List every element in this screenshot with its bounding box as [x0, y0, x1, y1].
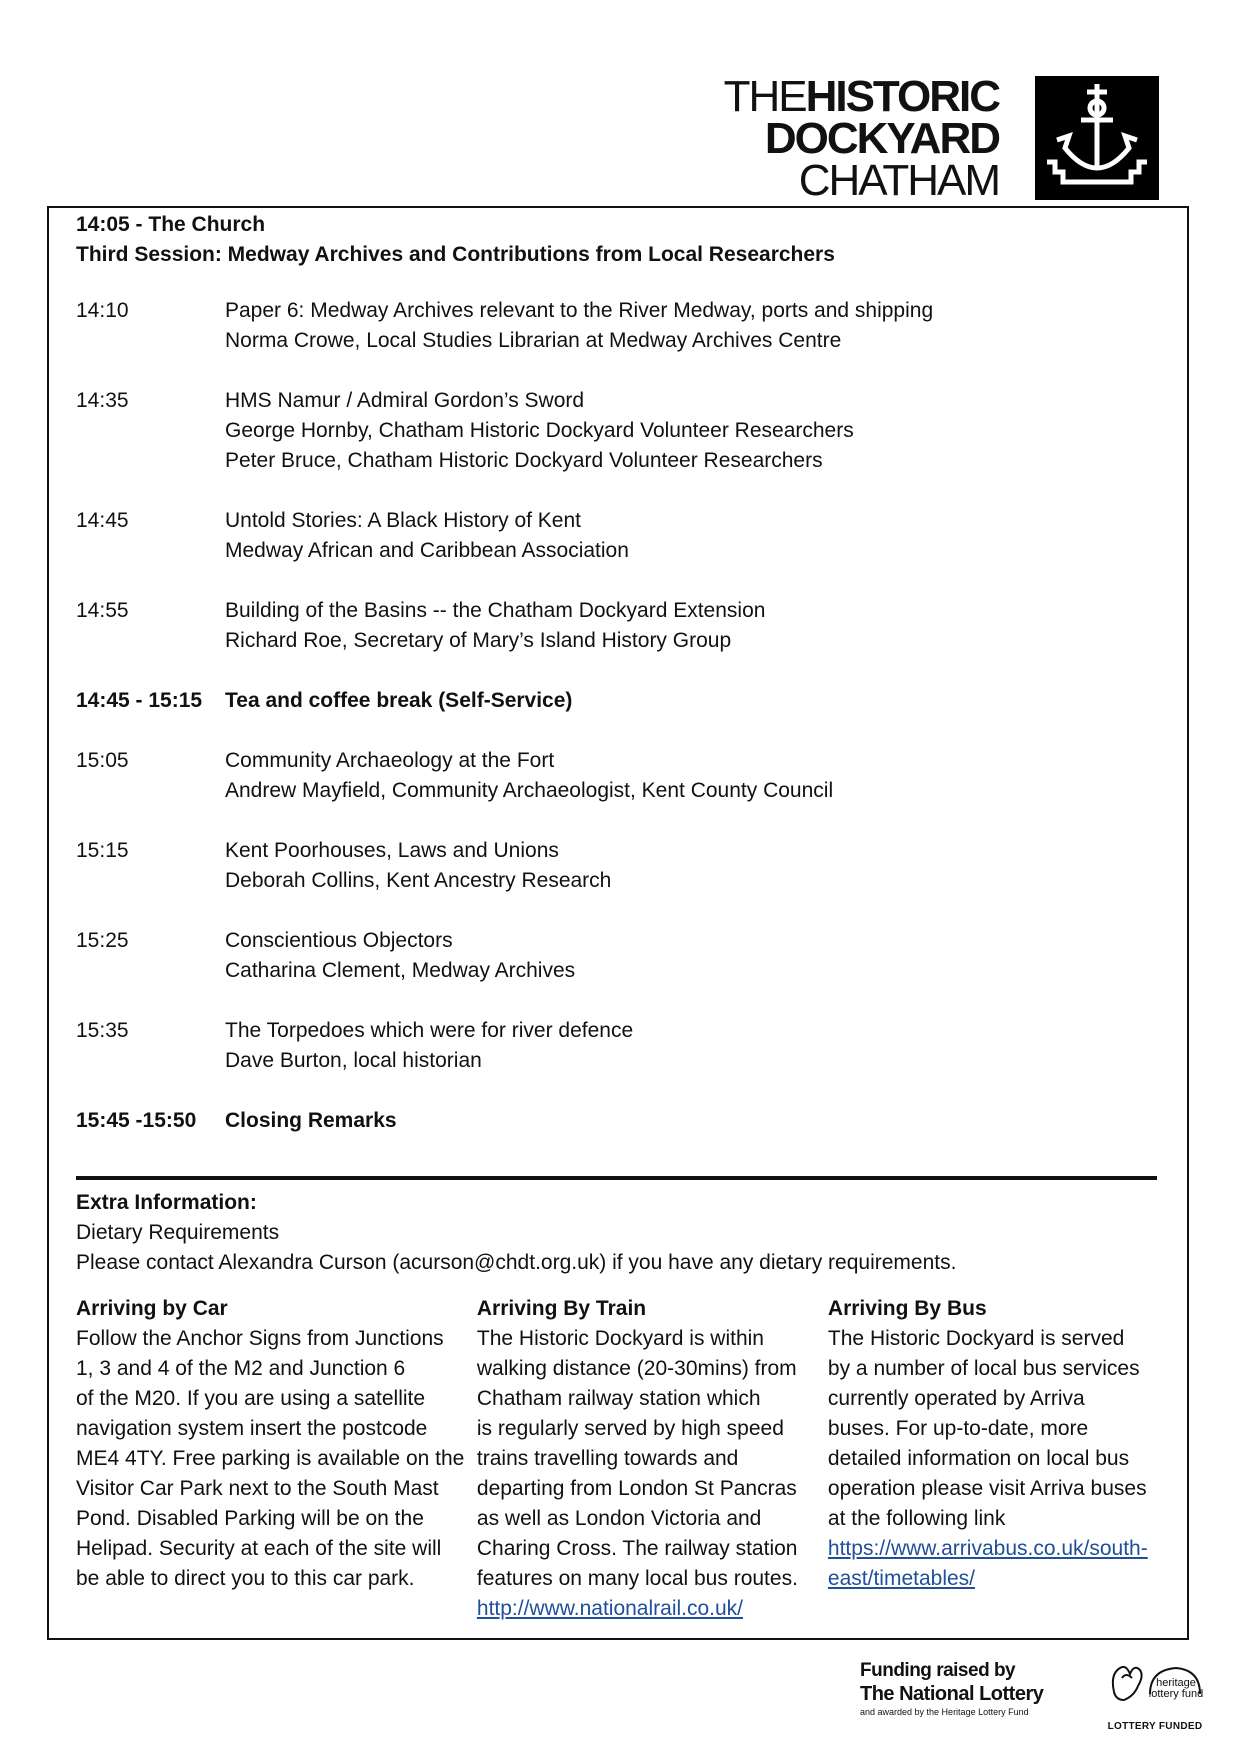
session-header — [76, 210, 835, 270]
programme-box — [47, 206, 1189, 1640]
car-text-line: Visitor Car Park next to the South Mast — [76, 1477, 439, 1500]
agenda-line: Conscientious Objectors — [225, 929, 453, 952]
arriva-link-line-2: east/timetables/ — [827, 1567, 975, 1590]
agenda-description — [225, 836, 1157, 896]
agenda-time: 14:45 - 15:15 — [76, 689, 203, 712]
agenda-line: Peter Bruce, Chatham Historic Dockyard Volunteer Researchers — [225, 449, 823, 472]
bus-text-line: by a number of local bus services — [827, 1357, 1140, 1380]
train-text-line: walking distance (20-30mins) from — [476, 1357, 797, 1380]
agenda-item — [76, 926, 1157, 986]
train-text-line: The Historic Dockyard is within — [476, 1327, 764, 1350]
agenda-line: Dave Burton, local historian — [225, 1049, 482, 1072]
agenda-item — [76, 746, 1157, 806]
agenda-line: Catharina Clement, Medway Archives — [225, 959, 576, 982]
svg-text:lottery fund: lottery fund — [1148, 1688, 1204, 1700]
arriving-by-train — [477, 1294, 828, 1624]
agenda-line: Kent Poorhouses, Laws and Unions — [225, 839, 559, 862]
agenda-item — [76, 836, 1157, 896]
bus-text-line: detailed information on local bus — [827, 1447, 1130, 1470]
agenda-item — [76, 596, 1157, 656]
historic-dockyard-logo — [723, 72, 1159, 205]
national-lottery-logo — [860, 1660, 1080, 1718]
agenda-item — [76, 296, 1157, 356]
agenda-description — [225, 1016, 1157, 1076]
arriva-bus-link[interactable] — [828, 1537, 1148, 1590]
car-text-line: of the M20. If you are using a satellite — [76, 1387, 426, 1410]
agenda-time: 14:55 — [76, 599, 129, 622]
bus-text-line: The Historic Dockyard is served — [827, 1327, 1125, 1350]
agenda-line: Deborah Collins, Kent Ancestry Research — [225, 869, 612, 892]
dietary-text: Please contact Alexandra Curson (acurson@chdt.org.uk) if you have any dietary requirements. — [76, 1251, 957, 1274]
car-text-line: Helipad. Security at each of the site will — [76, 1537, 442, 1560]
agenda-description — [225, 386, 1157, 476]
lottery-funded-caption: LOTTERY FUNDED — [1107, 1721, 1203, 1732]
session-time-title: 14:05 - The Church — [76, 213, 266, 236]
agenda-line: Medway African and Caribbean Association — [225, 539, 629, 562]
agenda-item — [76, 686, 1157, 716]
car-text-line: Follow the Anchor Signs from Junctions — [76, 1327, 444, 1350]
agenda-description — [225, 746, 1157, 806]
extra-heading: Extra Information: — [76, 1191, 257, 1214]
train-text-line: departing from London St Pancras — [476, 1477, 797, 1500]
agenda-item — [76, 1016, 1157, 1076]
logo-the: THE — [723, 72, 806, 121]
train-text-line: Chatham railway station which — [476, 1387, 761, 1410]
train-text-line: trains travelling towards and — [476, 1447, 739, 1470]
dietary-subheading: Dietary Requirements — [76, 1221, 280, 1244]
arriva-link-line-1: https://www.arrivabus.co.uk/south- — [827, 1537, 1148, 1560]
agenda-description — [225, 596, 1157, 656]
agenda-line: Tea and coffee break (Self-Service) — [225, 689, 573, 712]
bus-text-line: at the following link — [827, 1507, 1006, 1530]
agenda-line: Paper 6: Medway Archives relevant to the River Medway, ports and shipping — [225, 299, 934, 322]
agenda-description — [225, 296, 1157, 356]
car-text-line: ME4 4TY. Free parking is available on the — [76, 1447, 465, 1470]
train-heading: Arriving By Train — [476, 1297, 647, 1320]
agenda-time: 14:10 — [76, 299, 129, 322]
section-divider — [76, 1176, 1157, 1180]
agenda-time: 15:05 — [76, 749, 129, 772]
agenda-description — [225, 506, 1157, 566]
arrival-columns — [76, 1294, 1167, 1624]
logo-dockyard: DOCKYARD — [764, 113, 999, 163]
agenda-description — [225, 1106, 1157, 1136]
train-text-line: is regularly served by high speed — [476, 1417, 784, 1440]
train-text — [477, 1324, 828, 1594]
lottery-line-3: and awarded by the Heritage Lottery Fund — [860, 1707, 1029, 1717]
car-text — [76, 1324, 477, 1594]
crossed-fingers-icon — [1100, 1652, 1210, 1714]
agenda-list — [76, 296, 1157, 1166]
agenda-line: Richard Roe, Secretary of Mary’s Island History Group — [225, 629, 732, 652]
arriving-by-bus — [828, 1294, 1167, 1624]
agenda-time: 15:45 -15:50 — [76, 1109, 197, 1132]
lottery-line-1: Funding raised by — [860, 1660, 1016, 1681]
agenda-item — [76, 506, 1157, 566]
train-text-line: Charing Cross. The railway station — [476, 1537, 798, 1560]
car-text-line: navigation system insert the postcode — [76, 1417, 428, 1440]
train-text-line: features on many local bus routes. — [476, 1567, 798, 1590]
bus-heading: Arriving By Bus — [827, 1297, 987, 1320]
arriving-by-car — [76, 1294, 477, 1624]
national-rail-link[interactable]: http://www.nationalrail.co.uk/ — [476, 1597, 744, 1620]
agenda-item — [76, 1106, 1157, 1136]
session-title: Third Session: Medway Archives and Contributions from Local Researchers — [76, 243, 835, 266]
heritage-lottery-fund-logo — [1100, 1652, 1210, 1732]
logo-historic: HISTORIC — [805, 72, 999, 121]
agenda-time: 14:45 — [76, 509, 129, 532]
agenda-time: 15:15 — [76, 839, 129, 862]
extra-information — [76, 1188, 1157, 1278]
agenda-time: 15:25 — [76, 929, 129, 952]
agenda-line: Closing Remarks — [225, 1109, 397, 1132]
agenda-item — [76, 386, 1157, 476]
agenda-description — [225, 686, 1157, 716]
lottery-line-2: The National Lottery — [860, 1683, 1044, 1705]
agenda-line: Building of the Basins -- the Chatham Dockyard Extension — [225, 599, 766, 622]
bus-text — [828, 1324, 1167, 1534]
agenda-time: 14:35 — [76, 389, 129, 412]
car-text-line: be able to direct you to this car park. — [76, 1567, 415, 1590]
svg-text:heritage: heritage — [1156, 1677, 1196, 1689]
agenda-description — [225, 926, 1157, 986]
logo-wordmark — [723, 72, 999, 205]
agenda-time: 15:35 — [76, 1019, 129, 1042]
agenda-line: Norma Crowe, Local Studies Librarian at Medway Archives Centre — [225, 329, 842, 352]
bus-text-line: buses. For up-to-date, more — [827, 1417, 1089, 1440]
train-text-line: as well as London Victoria and — [476, 1507, 762, 1530]
agenda-line: Community Archaeology at the Fort — [225, 749, 555, 772]
bus-text-line: operation please visit Arriva buses — [827, 1477, 1147, 1500]
agenda-line: HMS Namur / Admiral Gordon’s Sword — [225, 389, 585, 412]
anchor-icon — [1035, 76, 1159, 200]
bus-text-line: currently operated by Arriva — [827, 1387, 1085, 1410]
car-text-line: Pond. Disabled Parking will be on the — [76, 1507, 424, 1530]
logo-chatham: CHATHAM — [798, 155, 999, 205]
car-heading: Arriving by Car — [76, 1297, 228, 1320]
car-text-line: 1, 3 and 4 of the M2 and Junction 6 — [76, 1357, 406, 1380]
agenda-line: Andrew Mayfield, Community Archaeologist, Kent County Council — [225, 779, 834, 802]
agenda-line: Untold Stories: A Black History of Kent — [225, 509, 581, 532]
agenda-line: George Hornby, Chatham Historic Dockyard Volunteer Researchers — [225, 419, 854, 442]
agenda-line: The Torpedoes which were for river defence — [225, 1019, 634, 1042]
